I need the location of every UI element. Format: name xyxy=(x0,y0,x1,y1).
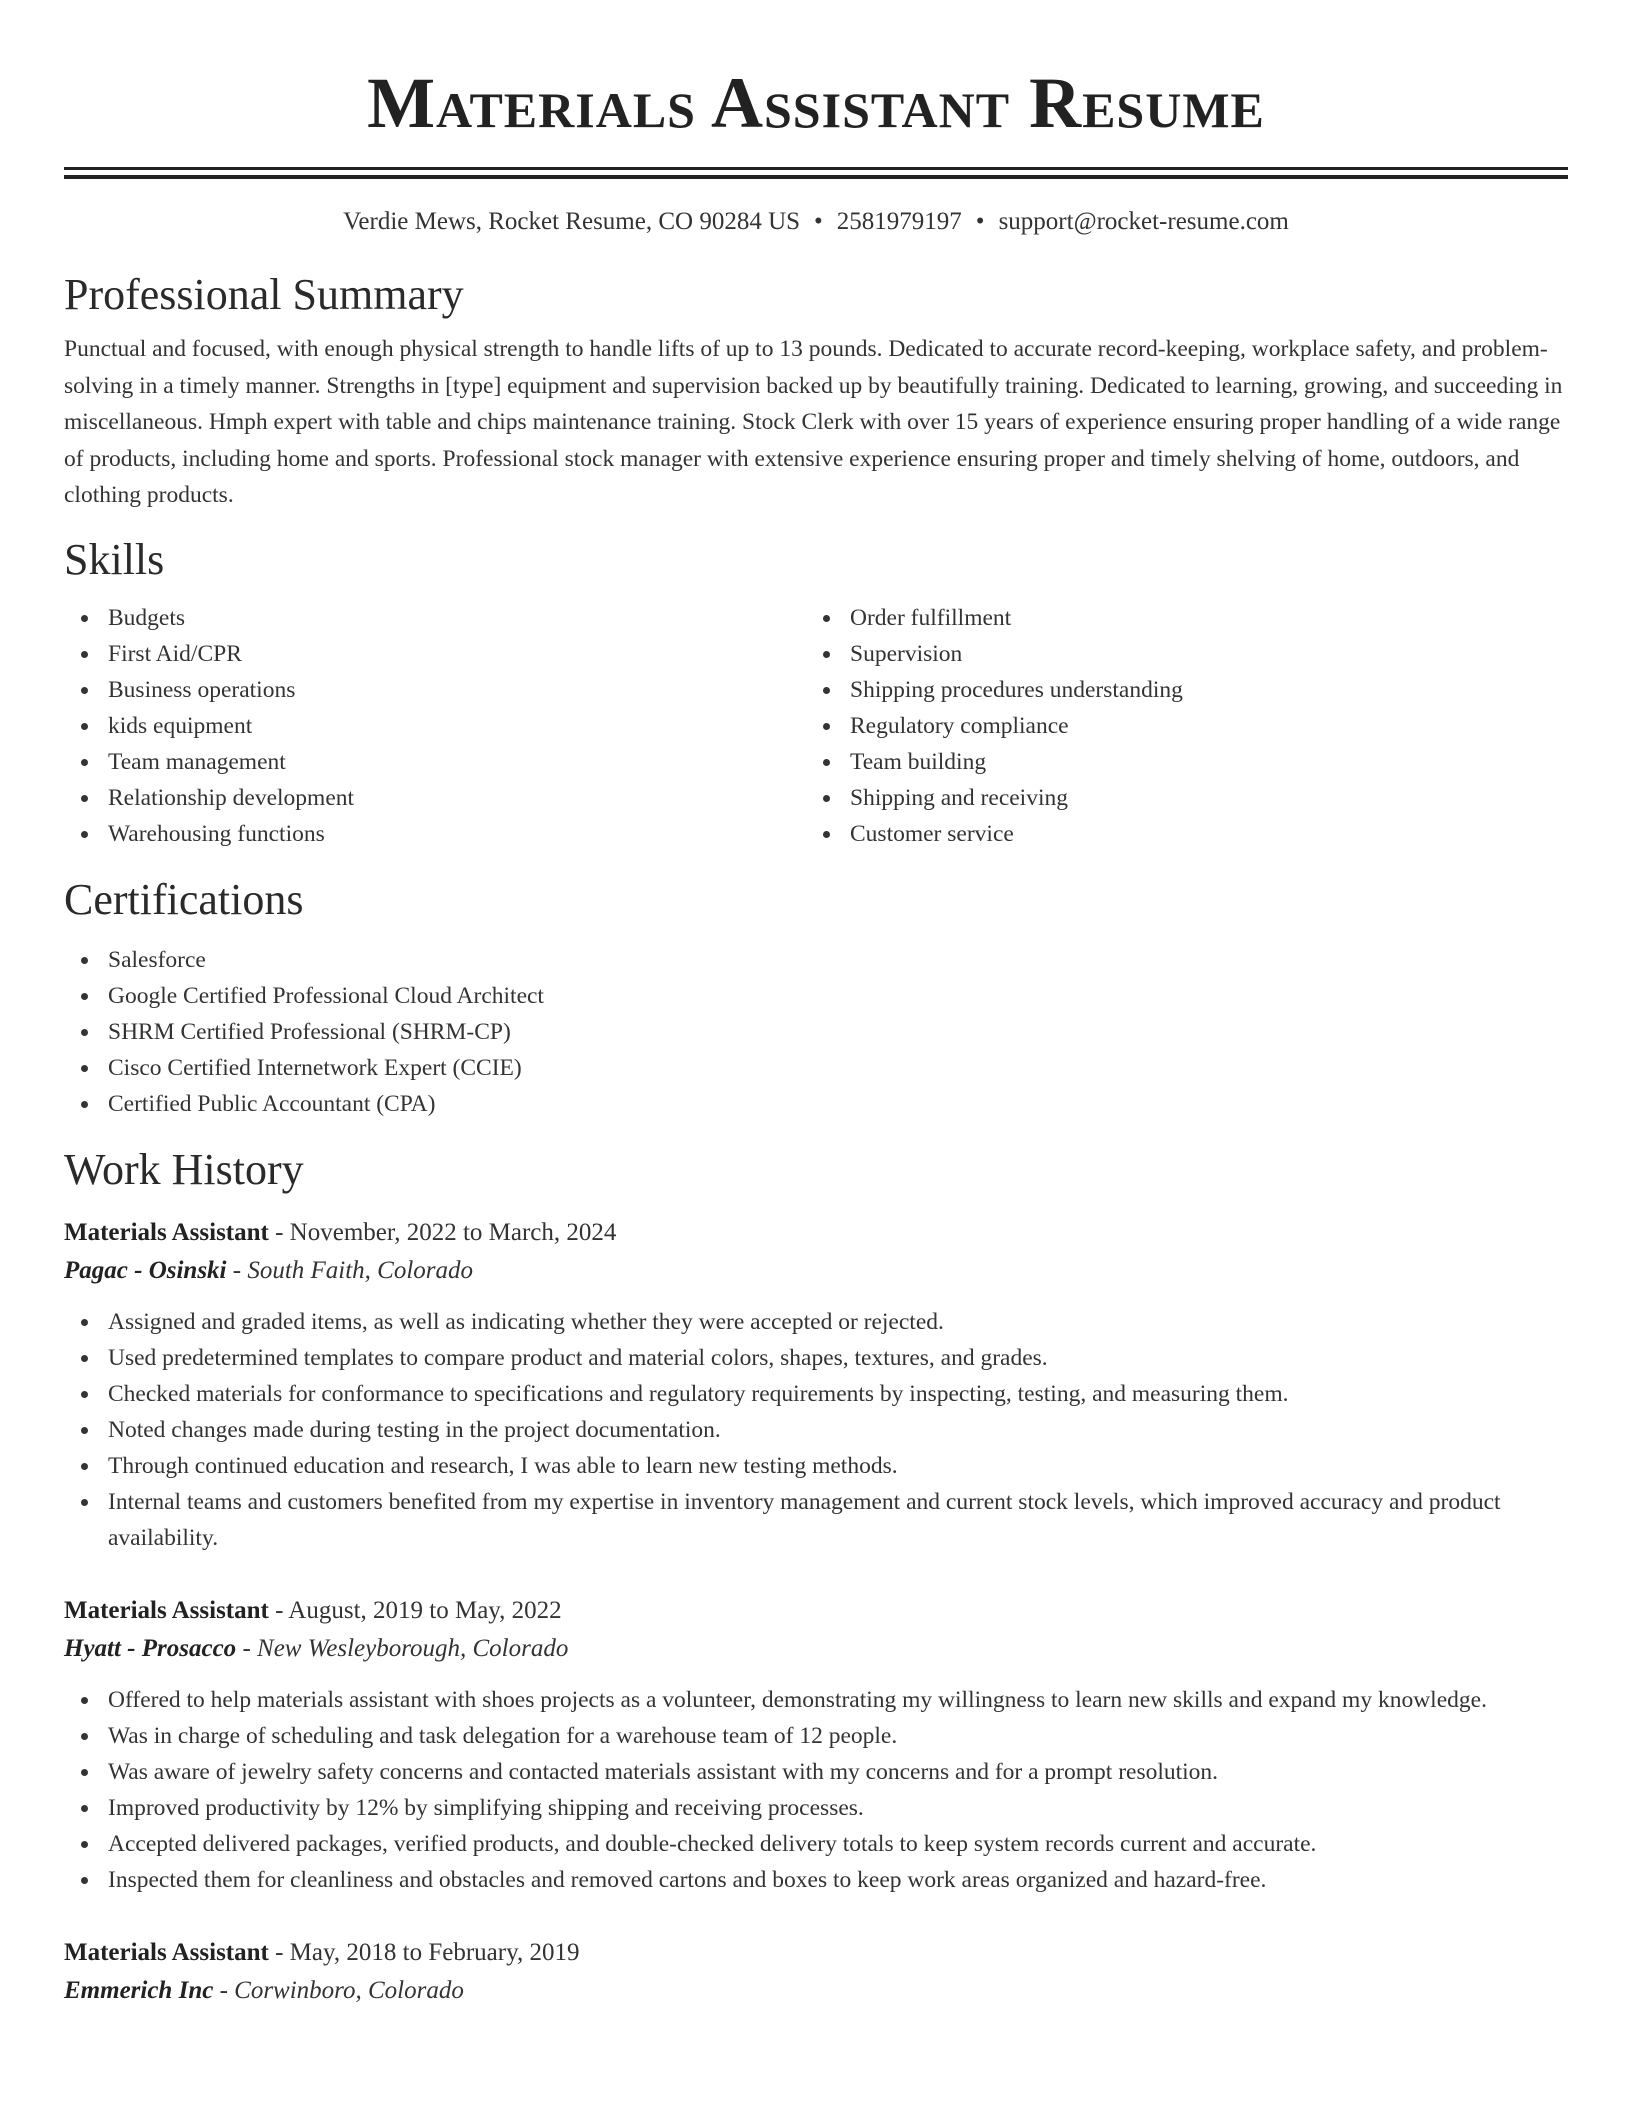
certification-item: Salesforce xyxy=(64,942,1568,978)
certification-item: SHRM Certified Professional (SHRM-CP) xyxy=(64,1014,1568,1050)
job-title: Materials Assistant xyxy=(64,1218,269,1246)
company-name: Emmerich Inc xyxy=(64,1976,214,2004)
skills-list-right xyxy=(806,600,1548,852)
job-duty-item: Improved productivity by 12% by simplifying shipping and receiving processes. xyxy=(64,1790,1568,1826)
skill-item: Budgets xyxy=(64,600,806,636)
job-duty-item: Inspected them for cleanliness and obstacles and removed cartons and boxes to keep work areas organized and hazard-free. xyxy=(64,1862,1568,1898)
company-name: Hyatt - Prosacco xyxy=(64,1634,237,1662)
skill-item: Shipping procedures understanding xyxy=(806,672,1548,708)
job-duty-item: Internal teams and customers benefited from my expertise in inventory management and current stock levels, which improved accuracy and product availability. xyxy=(64,1484,1568,1556)
skill-item: Business operations xyxy=(64,672,806,708)
skills-grid xyxy=(64,600,1568,852)
skill-item: First Aid/CPR xyxy=(64,636,806,672)
section-heading-work-history: Work History xyxy=(64,1144,304,1194)
skill-item: Team building xyxy=(806,744,1548,780)
company-location: - Corwinboro, Colorado xyxy=(213,1976,464,2004)
skill-item: Supervision xyxy=(806,636,1548,672)
contact-separator: • xyxy=(814,208,823,235)
summary-text: Punctual and focused, with enough physical strength to handle lifts of up to 13 pounds. Dedicated to accurate record-keeping, workplace safety, and problem-solving in a timely manner. Strengths in [type] equipment and supervision backed up by beautifully training. Dedicated to learning, growing, and succeeding in miscellaneous. Hmph expert with table and chips maintenance training. Stock Clerk with over 15 years of experience ensuring proper handling of a wide range of products, including home and sports. Professional stock manager with extensive experience ensuring proper and timely shelving of home, outdoors, and clothing products. xyxy=(64,336,1563,508)
section-heading-summary: Professional Summary xyxy=(64,270,464,319)
company-line xyxy=(64,1972,1568,2010)
certifications-section xyxy=(64,872,1568,1122)
skill-item: Relationship development xyxy=(64,780,806,816)
job-duty-item: Assigned and graded items, as well as indicating whether they were accepted or rejected. xyxy=(64,1304,1568,1340)
skills-list-left xyxy=(64,600,806,852)
company-location: - South Faith, Colorado xyxy=(226,1256,474,1284)
company-name: Pagac - Osinski xyxy=(64,1256,227,1284)
job-dates: - November, 2022 to March, 2024 xyxy=(268,1218,617,1246)
skill-item: Team management xyxy=(64,744,806,780)
job-duty-item: Accepted delivered packages, verified products, and double-checked delivery totals to keep system records current and accurate. xyxy=(64,1826,1568,1862)
section-heading-skills: Skills xyxy=(64,534,165,584)
skills-section xyxy=(64,532,1568,852)
skill-item: Customer service xyxy=(806,816,1548,852)
job-duty-item: Offered to help materials assistant with shoes projects as a volunteer, demonstrating my willingness to learn new skills and expand my knowledge. xyxy=(64,1682,1568,1718)
certifications-list xyxy=(64,942,1568,1122)
job-title-line xyxy=(64,1592,1568,1630)
job-duties-list xyxy=(64,1304,1568,1556)
job-duty-item: Through continued education and research, I was able to learn new testing methods. xyxy=(64,1448,1568,1484)
title-double-rule xyxy=(64,167,1568,179)
job-title-line xyxy=(64,1214,1568,1252)
job-entry xyxy=(64,1214,1568,1556)
company-line xyxy=(64,1630,1568,1668)
job-duty-item: Was in charge of scheduling and task delegation for a warehouse team of 12 people. xyxy=(64,1718,1568,1754)
skill-item: Order fulfillment xyxy=(806,600,1548,636)
contact-line xyxy=(64,205,1568,239)
company-line xyxy=(64,1252,1568,1290)
contact-phone: 2581979197 xyxy=(836,208,962,235)
job-duty-item: Was aware of jewelry safety concerns and contacted materials assistant with my concerns and for a prompt resolution. xyxy=(64,1754,1568,1790)
job-entry xyxy=(64,1934,1568,2010)
job-duty-item: Used predetermined templates to compare product and material colors, shapes, textures, and grades. xyxy=(64,1340,1568,1376)
contact-address: Verdie Mews, Rocket Resume, CO 90284 US xyxy=(343,208,801,235)
professional-summary-section xyxy=(64,267,1568,514)
contact-separator: • xyxy=(975,208,985,235)
resume-title: Materials Assistant Resume xyxy=(367,63,1265,143)
skill-item: Warehousing functions xyxy=(64,816,806,852)
job-entry xyxy=(64,1592,1568,1898)
skill-item: Regulatory compliance xyxy=(806,708,1548,744)
certification-item: Cisco Certified Internetwork Expert (CCIE) xyxy=(64,1050,1568,1086)
job-duties-list xyxy=(64,1682,1568,1898)
certification-item: Certified Public Accountant (CPA) xyxy=(64,1086,1568,1122)
job-duty-item: Checked materials for conformance to specifications and regulatory requirements by inspecting, testing, and measuring them. xyxy=(64,1376,1568,1412)
section-heading-certifications: Certifications xyxy=(64,874,304,924)
work-history-section xyxy=(64,1142,1568,2010)
certification-item: Google Certified Professional Cloud Architect xyxy=(64,978,1568,1014)
job-dates: - August, 2019 to May, 2022 xyxy=(268,1596,562,1624)
job-title: Materials Assistant xyxy=(64,1938,269,1966)
job-dates: - May, 2018 to February, 2019 xyxy=(268,1938,580,1966)
job-title-line xyxy=(64,1934,1568,1972)
job-title: Materials Assistant xyxy=(64,1596,269,1624)
skill-item: kids equipment xyxy=(64,708,806,744)
contact-email: support@rocket-resume.com xyxy=(998,208,1289,235)
company-location: - New Wesleyborough, Colorado xyxy=(236,1634,569,1662)
skill-item: Shipping and receiving xyxy=(806,780,1548,816)
job-duty-item: Noted changes made during testing in the project documentation. xyxy=(64,1412,1568,1448)
